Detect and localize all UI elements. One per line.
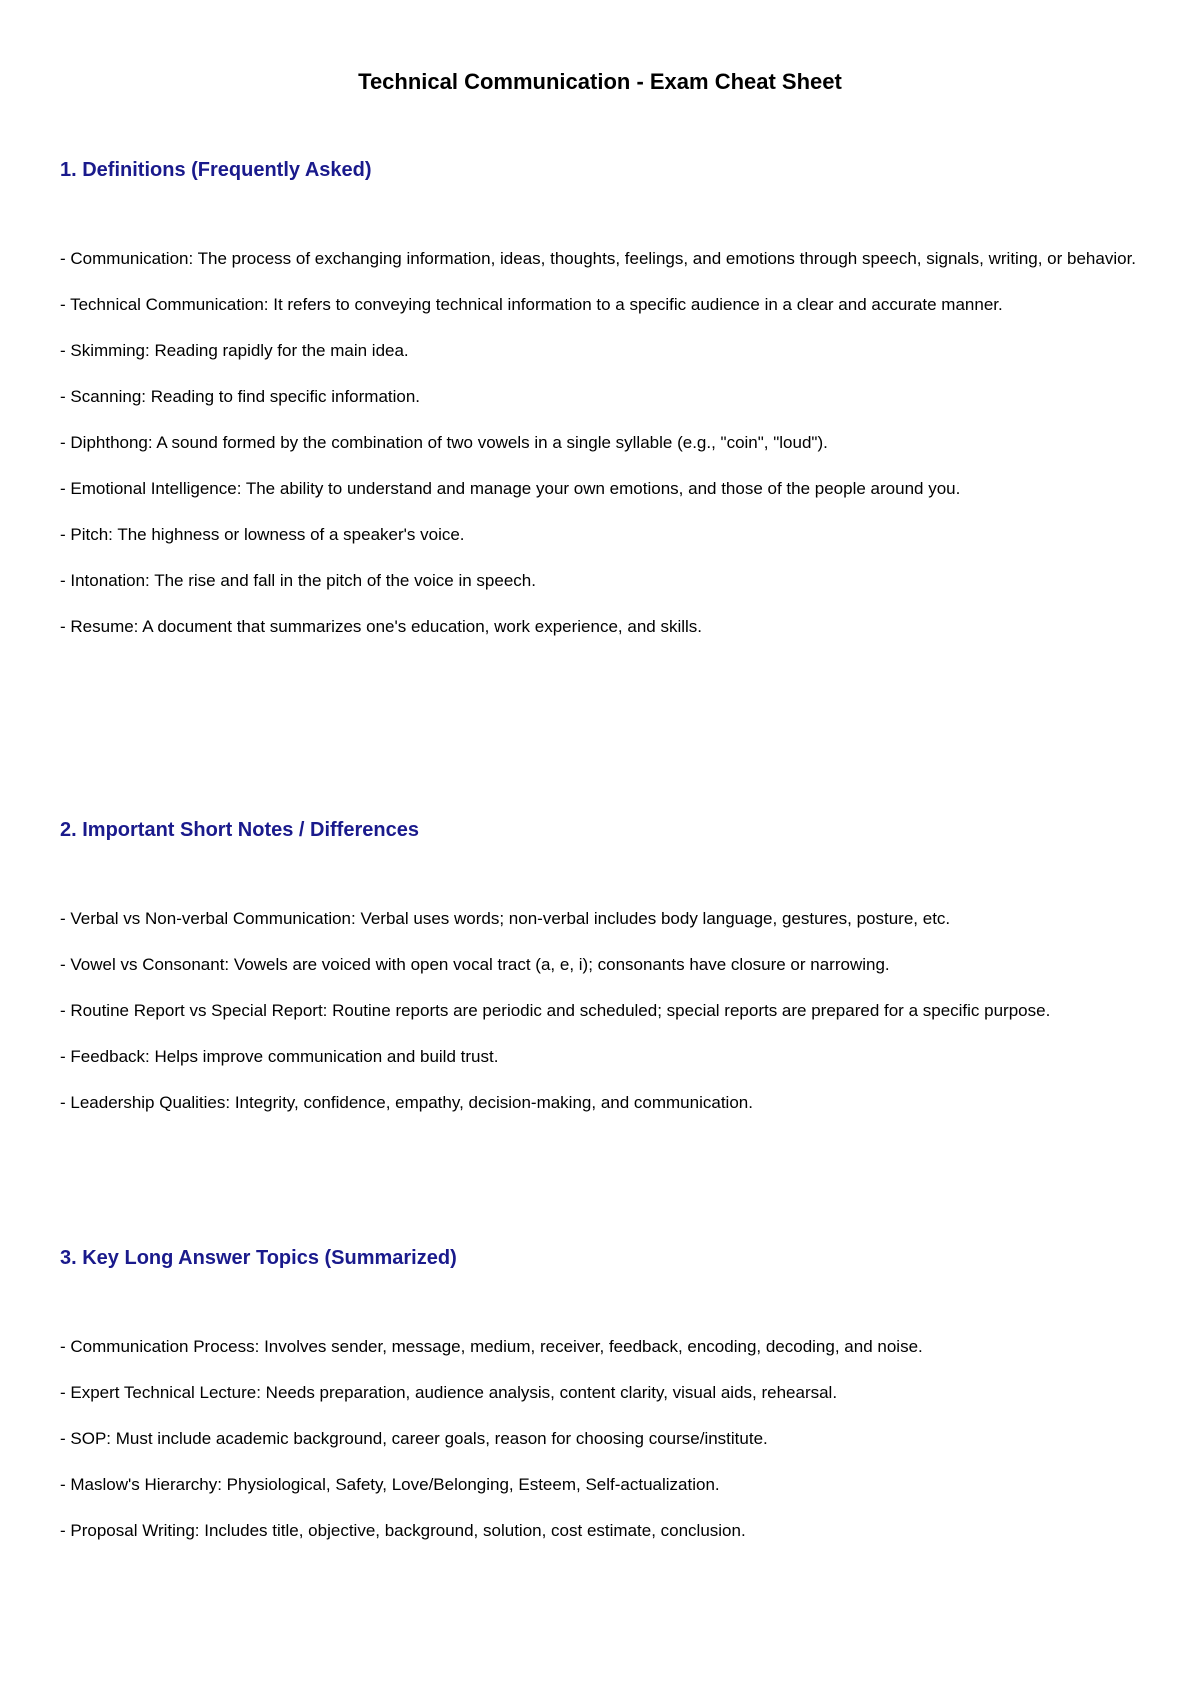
list-item: - Resume: A document that summarizes one's education, work experience, and skills. [60,617,702,636]
list-item: - Maslow's Hierarchy: Physiological, Safety, Love/Belonging, Esteem, Self-actualization. [60,1475,720,1494]
section-definitions [60,156,1140,650]
section-long-answers [60,1244,1140,1554]
section-short-notes [60,816,1140,1126]
list-item: - Communication Process: Involves sender, message, medium, receiver, feedback, encoding, decoding, and noise. [60,1337,923,1356]
list-item: - Intonation: The rise and fall in the pitch of the voice in speech. [60,571,536,590]
section-heading: 2. Important Short Notes / Differences [60,819,419,841]
list-item: - Technical Communication: It refers to conveying technical information to a specific audience in a clear and accurate manner. [60,295,1003,314]
notes-list [60,896,1140,1126]
list-item: - Communication: The process of exchanging information, ideas, thoughts, feelings, and emotions through speech, signals, writing, or behavior. [60,249,1137,268]
list-item: - Verbal vs Non-verbal Communication: Verbal uses words; non-verbal includes body language, gestures, posture, etc. [60,909,951,928]
topics-list [60,1324,1140,1554]
list-item: - Routine Report vs Special Report: Routine reports are periodic and scheduled; special reports are prepared for a specific purpose. [60,1001,1051,1020]
document-title: Technical Communication - Exam Cheat Sheet [358,69,842,94]
list-item: - Pitch: The highness or lowness of a speaker's voice. [60,525,465,544]
section-heading: 3. Key Long Answer Topics (Summarized) [60,1247,457,1269]
list-item: - Scanning: Reading to find specific information. [60,387,421,406]
list-item: - Emotional Intelligence: The ability to understand and manage your own emotions, and those of the people around you. [60,479,961,498]
list-item: - Feedback: Helps improve communication and build trust. [60,1047,499,1066]
list-item: - Diphthong: A sound formed by the combination of two vowels in a single syllable (e.g., "coin", "loud"). [60,433,828,452]
list-item: - Expert Technical Lecture: Needs preparation, audience analysis, content clarity, visual aids, rehearsal. [60,1383,838,1402]
document-page [60,0,1140,1696]
list-item: - SOP: Must include academic background, career goals, reason for choosing course/institute. [60,1429,768,1448]
list-item: - Leadership Qualities: Integrity, confidence, empathy, decision-making, and communication. [60,1093,753,1112]
list-item: - Proposal Writing: Includes title, objective, background, solution, cost estimate, conclusion. [60,1521,746,1540]
definition-list [60,236,1140,650]
list-item: - Vowel vs Consonant: Vowels are voiced with open vocal tract (a, e, i); consonants have closure or narrowing. [60,955,890,974]
list-item: - Skimming: Reading rapidly for the main idea. [60,341,409,360]
section-heading: 1. Definitions (Frequently Asked) [60,159,372,181]
